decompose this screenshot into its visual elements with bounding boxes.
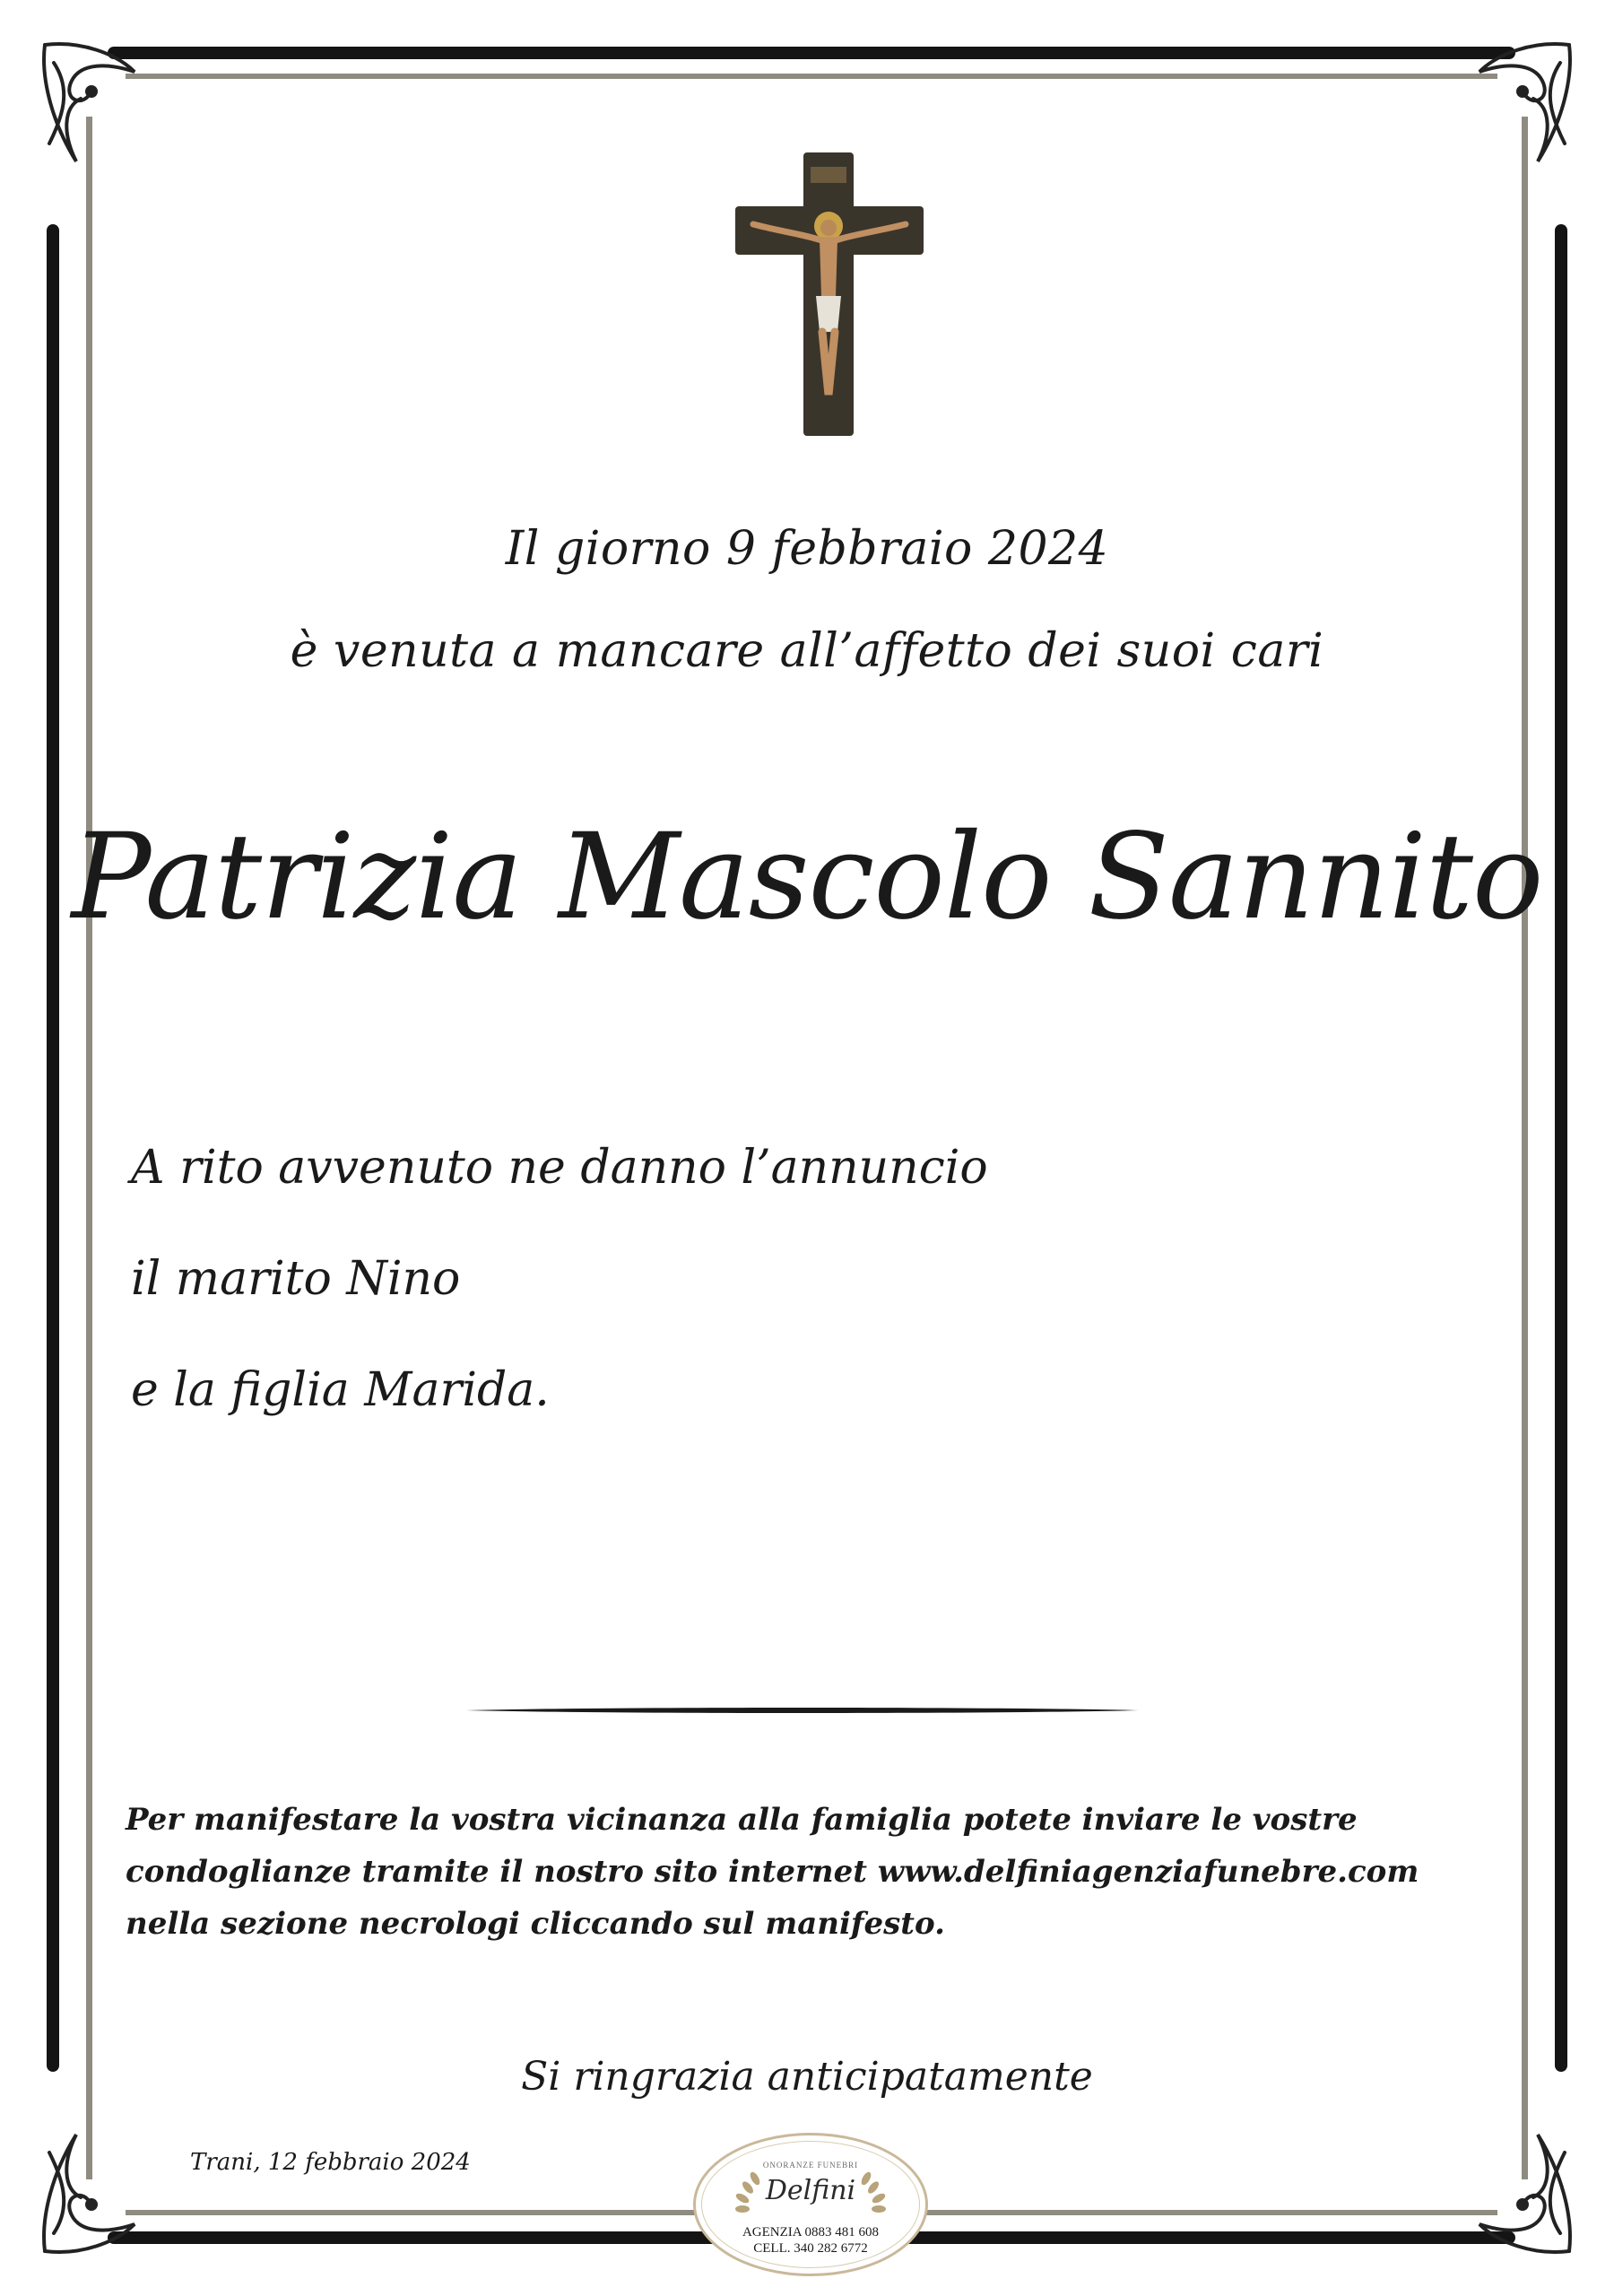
deceased-name: Patrizia Mascolo Sannito [71,808,1543,946]
frame-right-dark-line [1555,224,1567,2072]
ornamental-scroll-icon [1471,2081,1578,2260]
frame-left-grey-line [86,117,92,2179]
ornamental-scroll-icon [36,2081,143,2260]
mobile-phone: CELL. 340 282 6772 [753,2241,868,2256]
agency-phone: AGENZIA 0883 481 608 [742,2225,880,2239]
agency-logo [693,2133,928,2276]
thanks-line: Si ringrazia anticipatamente [521,2054,1093,2100]
frame-left-dark-line [47,224,59,2072]
logo-brand: Delfini [765,2175,856,2206]
intro-date-line: Il giorno 9 febbraio 2024 [505,522,1109,576]
intro-passing-line: è venuta a mancare all’affetto dei suoi cari [290,624,1324,678]
ornamental-scroll-icon [1471,36,1578,215]
condolence-note: Per manifestare la vostra vicinanza alla famiglia potete inviare le vostre condoglianze tramite il nostro sito internet www.delfiniagenziafunebre.com nella sezione necrologi cliccando sul manifesto. [126,1802,1419,1942]
family-line-1: A rito avvenuto ne danno l’annuncio [131,1141,988,1195]
family-line-3: e la figlia Marida. [131,1363,550,1417]
divider-line [466,1704,1139,1717]
family-line-2: il marito Nino [131,1252,461,1306]
crucifix-icon [735,152,924,439]
frame-right-grey-line [1522,117,1528,2179]
ornamental-scroll-icon [36,36,143,215]
frame-top-dark-line [108,47,1515,59]
logo-tagline: ONORANZE FUNEBRI [762,2161,859,2170]
place-date: Trani, 12 febbraio 2024 [190,2149,471,2176]
frame-top-grey-line [126,74,1497,79]
